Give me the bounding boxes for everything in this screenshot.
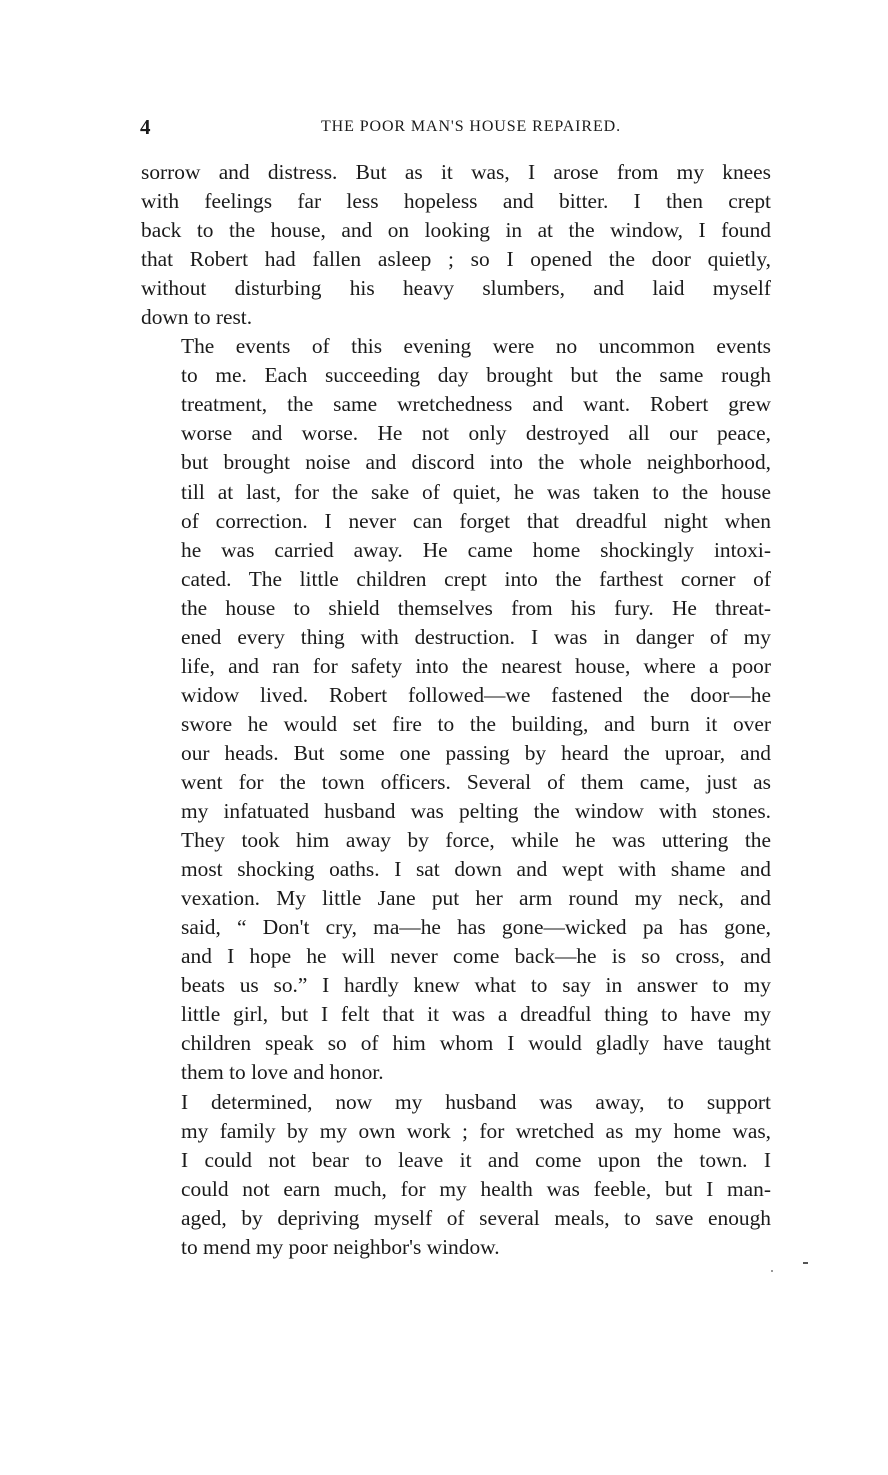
paragraph (141, 332, 771, 1087)
text-line: They took him away by force, while he was uttering the (181, 828, 771, 853)
body-text (141, 158, 771, 1262)
text-line: the house to shield themselves from his fury. He threat- (181, 595, 771, 620)
text-line: beats us so.” I hardly knew what to say in answer to my (181, 973, 771, 998)
text-line: treatment, the same wretchedness and want. Robert grew (181, 392, 771, 417)
text-line: without disturbing his heavy slumbers, and laid myself (141, 276, 771, 301)
paragraph (141, 1088, 771, 1262)
text-line: could not earn much, for my health was feeble, but I man- (181, 1176, 771, 1201)
text-line: he was carried away. He came home shockingly intoxi- (181, 537, 771, 562)
text-line: most shocking oaths. I sat down and wept with shame and (181, 857, 771, 882)
text-line: ened every thing with destruction. I was in danger of my (181, 624, 771, 649)
text-line: I determined, now my husband was away, to support (181, 1089, 771, 1114)
text-line: worse and worse. He not only destroyed all our peace, (181, 421, 771, 446)
text-line: and I hope he will never come back—he is so cross, and (181, 944, 771, 969)
text-line: but brought noise and discord into the whole neighborhood, (181, 450, 771, 475)
text-line: said, “ Don't cry, ma—he has gone—wicked pa has gone, (181, 915, 771, 940)
running-title: THE POOR MAN'S HOUSE REPAIRED. (321, 118, 621, 135)
running-head (140, 113, 772, 141)
text-line: my family by my own work ; for wretched as my home was, (181, 1118, 771, 1143)
text-line: children speak so of him whom I would gladly have taught (181, 1031, 771, 1056)
text-line: to mend my poor neighbor's window. (181, 1234, 500, 1259)
text-line: of correction. I never can forget that dreadful night when (181, 508, 771, 533)
text-line: down to rest. (141, 305, 253, 330)
text-line: back to the house, and on looking in at the window, I found (141, 218, 771, 243)
print-speck (771, 1270, 773, 1272)
text-line: my infatuated husband was pelting the window with stones. (181, 799, 771, 824)
text-line: widow lived. Robert followed—we fastened the door—he (181, 682, 771, 707)
text-line: life, and ran for safety into the nearest house, where a poor (181, 653, 771, 678)
text-line: The events of this evening were no uncommon events (181, 334, 771, 359)
text-line: cated. The little children crept into the farthest corner of (181, 566, 771, 591)
text-line: I could not bear to leave it and come upon the town. I (181, 1147, 771, 1172)
text-line: to me. Each succeeding day brought but the same rough (181, 363, 771, 388)
text-line: aged, by depriving myself of several meals, to save enough (181, 1205, 771, 1230)
page-number: 4 (140, 115, 151, 139)
paragraph (141, 158, 771, 332)
text-line: them to love and honor. (181, 1060, 384, 1085)
text-line: with feelings far less hopeless and bitter. I then crept (141, 189, 771, 214)
text-line: little girl, but I felt that it was a dreadful thing to have my (181, 1002, 771, 1027)
print-speck (803, 1262, 808, 1264)
text-line: our heads. But some one passing by heard the uproar, and (181, 740, 771, 765)
text-line: swore he would set fire to the building, and burn it over (181, 711, 771, 736)
text-line: till at last, for the sake of quiet, he was taken to the house (181, 479, 771, 504)
text-line: sorrow and distress. But as it was, I arose from my knees (141, 160, 771, 184)
text-line: went for the town officers. Several of them came, just as (181, 769, 771, 794)
text-line: vexation. My little Jane put her arm round my neck, and (181, 886, 771, 911)
text-line: that Robert had fallen asleep ; so I opened the door quietly, (141, 247, 771, 272)
